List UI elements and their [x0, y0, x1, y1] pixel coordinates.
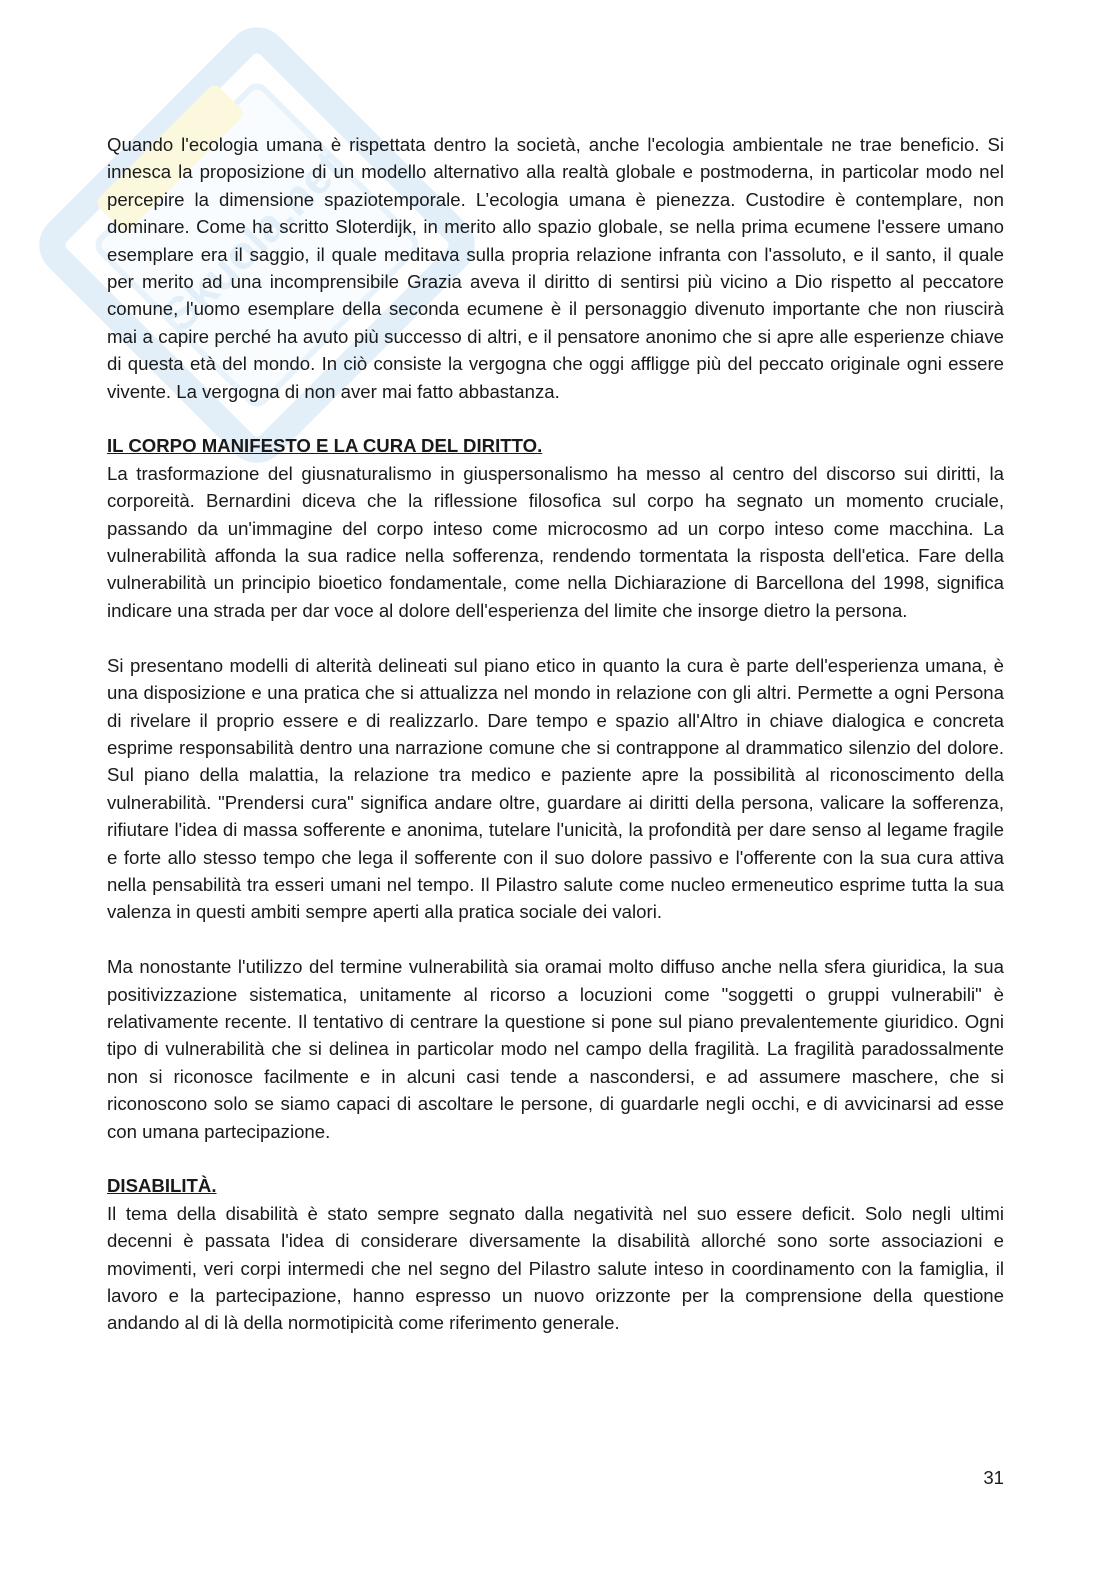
paragraph: Quando l'ecologia umana è rispettata dentro la società, anche l'ecologia ambientale ne trae beneficio. Si innesca la proposizione di un modello alternativo alla realtà globale e postmoderna, in particolar modo nel percepire la dimensione spaziotemporale. L’ecologia umana è pienezza. Custodire è contemplare, non dominare. Come ha scritto Sloterdijk, in merito allo spazio globale, se nella prima ecumene l'essere umano esemplare era il saggio, il quale meditava sulla propria relazione infranta con l'assoluto, e il santo, il quale per merito ad una incomprensibile Grazia aveva il diritto di sentirsi più vicino a Dio rispetto al peccatore comune, l'uomo esemplare della seconda ecumene è il personaggio divenuto importante che non riuscirà mai a capire perché ha avuto più successo di altri, e il pensatore anonimo che si apre alle esperienze chiave di questa età del mondo. In ciò consiste la vergogna che oggi affligge più del peccato originale ogni essere vivente. La vergogna di non aver mai fatto abbastanza.	[107, 134, 1004, 402]
paragraph: Il tema della disabilità è stato sempre segnato dalla negatività nel suo essere deficit. Solo negli ultimi decenni è passata l'idea di considerare diversamente la disabilità allorché sono sorte associazioni e movimenti, veri corpi intermedi che nel segno del Pilastro salute inteso in coordinamento con la famiglia, il lavoro e la partecipazione, hanno espresso un nuovo orizzonte per la comprensione della questione andando al di là della normotipicità come riferimento generale.	[107, 1202, 1004, 1334]
document-page	[107, 131, 1004, 1337]
section-heading: IL CORPO MANIFESTO E LA CURA DEL DIRITTO.	[107, 435, 543, 457]
paragraph: Si presentano modelli di alterità delineati sul piano etico in quanto la cura è parte dell'esperienza umana, è una disposizione e una pratica che si attualizza nel mondo in relazione con gli altri. Permette a ogni Persona di rivelare il proprio essere e di realizzarlo. Dare tempo e spazio all'Altro in chiave dialogica e concreta esprime responsabilità dentro una narrazione comune che si contrappone al drammatico silenzio del dolore. Sul piano della malattia, la relazione tra medico e paziente apre la possibilità al riconoscimento della vulnerabilità. "Prendersi cura" significa andare oltre, guardare ai diritti della persona, valicare la sofferenza, rifiutare l'idea di massa sofferente e anonima, tutelare l'unicità, la profondità per dare senso al legame fragile e forte allo stesso tempo che lega il sofferente con il suo dolore passivo e l'offerente con la sua cura attiva nella pensabilità tra esseri umani nel tempo. Il Pilastro salute come nucleo ermeneutico esprime tutta la sua valenza in questi ambiti sempre aperti alla pratica sociale dei valori.	[107, 654, 1004, 923]
paragraph: Ma nonostante l'utilizzo del termine vulnerabilità sia oramai molto diffuso anche nella sfera giuridica, la sua positivizzazione sistematica, unitamente al ricorso a locuzioni come "soggetti o gruppi vulnerabili" è relativamente recente. Il tentativo di centrare la questione si pone sul piano prevalentemente giuridico. Ogni tipo di vulnerabilità che si delinea in particolar modo nel campo della fragilità. La fragilità paradossalmente non si riconosce facilmente e in alcuni casi tende a nascondersi, e ad assumere maschere, che si riconoscono solo se siamo capaci di ascoltare le persone, di guardarle negli occhi, e di avvicinarsi ad esse con umana partecipazione.	[107, 956, 1004, 1142]
watermark-text: Skuola.net	[152, 140, 354, 342]
paragraph: La trasformazione del giusnaturalismo in giuspersonalismo ha messo al centro del discorso sui diritti, la corporeità. Bernardini diceva che la riflessione filosofica sul corpo ha segnato un momento cruciale, passando da un'immagine del corpo inteso come microcosmo ad un corpo inteso come macchina. La vulnerabilità affonda la sua radice nella sofferenza, rendendo tormentata la risposta dell'etica. Fare della vulnerabilità un principio bioetico fondamentale, come nella Dichiarazione di Barcellona del 1998, significa indicare una strada per dar voce al dolore dell'esperienza del limite che insorge dietro la persona.	[107, 462, 1004, 621]
page-number: 31	[983, 1467, 1004, 1488]
section-heading: DISABILITÀ.	[107, 1175, 217, 1197]
